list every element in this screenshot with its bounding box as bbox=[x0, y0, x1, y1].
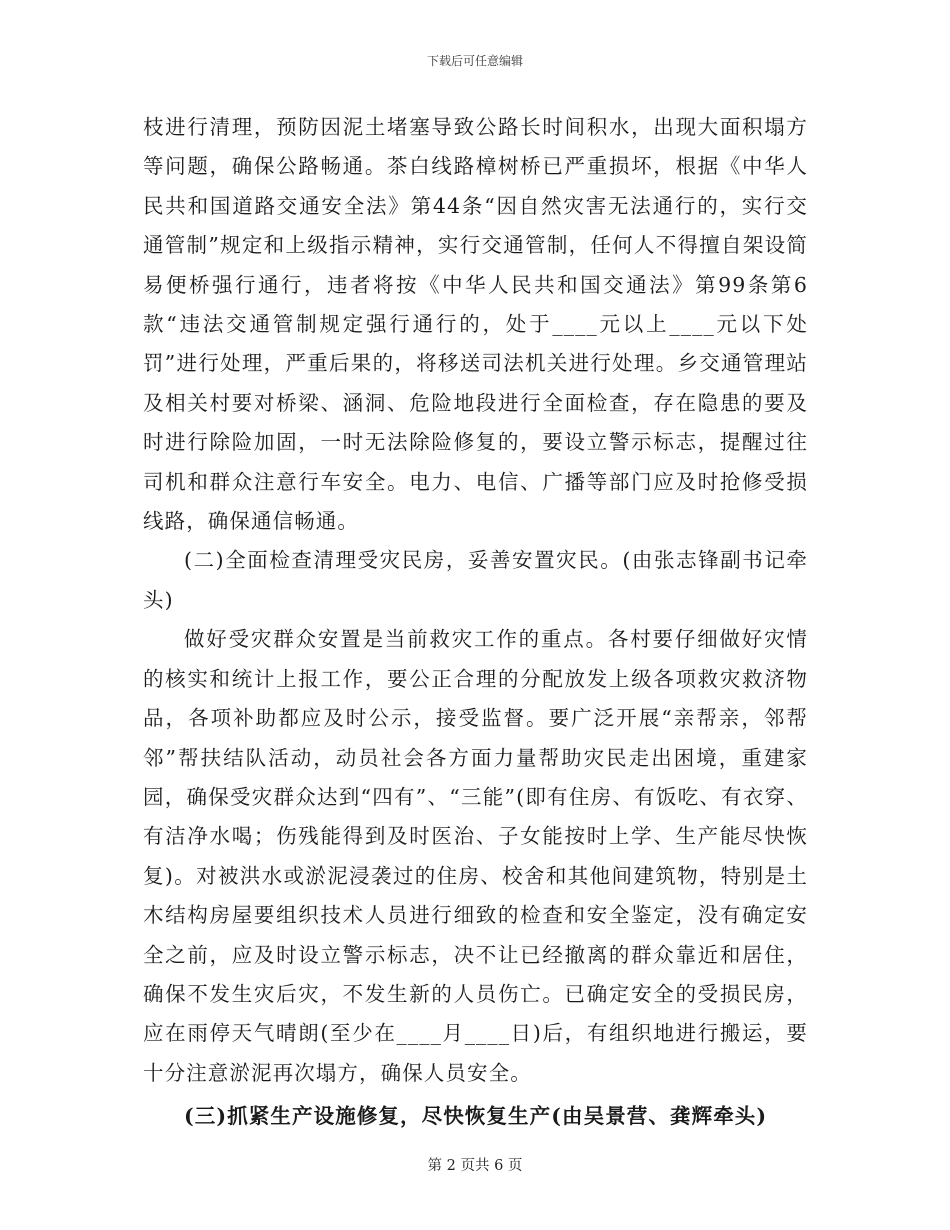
page-header: 下载后可任意编辑 bbox=[426, 54, 523, 68]
paragraph-continuation: 枝进行清理，预防因泥土堵塞导致公路长时间积水，出现大面积塌方等问题，确保公路畅通。茶白线路樟树桥已严重损坏，根据《中华人民共和国道路交通安全法》第44条“因自然灾害无法通行的，实行交通管制”规定和上级指示精神，实行交通管制，任何人不得擅自架设简易便桥强行通行，违者将按《中华人民共和国交通法》第99条第6款“违法交通管制规定强行通行的，处于____元以上____元以下处罚”进行处理，严重后果的，将移送司法机关进行处理。乡交通管理站及相关村要对桥梁、涵洞、危险地段进行全面检查，存在隐患的要及时进行除险加固，一时无法除险修复的，要设立警示标志，提醒过往司机和群众注意行车安全。电力、电信、广播等部门应及时抢修受损线路，确保通信畅通。 bbox=[143, 115, 808, 534]
paragraph-resettlement: 做好受灾群众安置是当前救灾工作的重点。各村要仔细做好灾情的核实和统计上报工作，要公正合理的分配放发上级各项救灾救济物品，各项补助都应及时公示，接受监督。要广泛开展“亲帮亲，邻帮邻”帮扶结队活动，动员社会各方面力量帮助灾民走出困境，重建家园，确保受灾群众达到“四有”、“三能”(即有住房、有饭吃、有衣穿、有洁净水喝；伤残能得到及时医治、子女能按时上学、生产能尽快恢复)。对被洪水或淤泥浸袭过的住房、校舍和其他间建筑物，特别是土木结构房屋要组织技术人员进行细致的检查和安全鉴定，没有确定安全之前，应及时设立警示标志，决不让已经撤离的群众靠近和居住，确保不发生灾后灾，不发生新的人员伤亡。已确定安全的受损民房，应在雨停天气晴朗(至少在____月____日)后，有组织地进行搬运，要十分注意淤泥再次塌方，确保人员安全。 bbox=[143, 627, 808, 1085]
document-body bbox=[143, 108, 808, 1137]
page-number: 第 2 页共 6 页 bbox=[427, 1158, 523, 1174]
section-heading-2: (二)全面检查清理受灾民房，妥善安置灾民。(由张志锋副书记牵头) bbox=[143, 548, 808, 612]
section-heading-3: (三)抓紧生产设施修复，尽快恢复生产(由吴景营、龚辉牵头) bbox=[184, 1104, 768, 1129]
